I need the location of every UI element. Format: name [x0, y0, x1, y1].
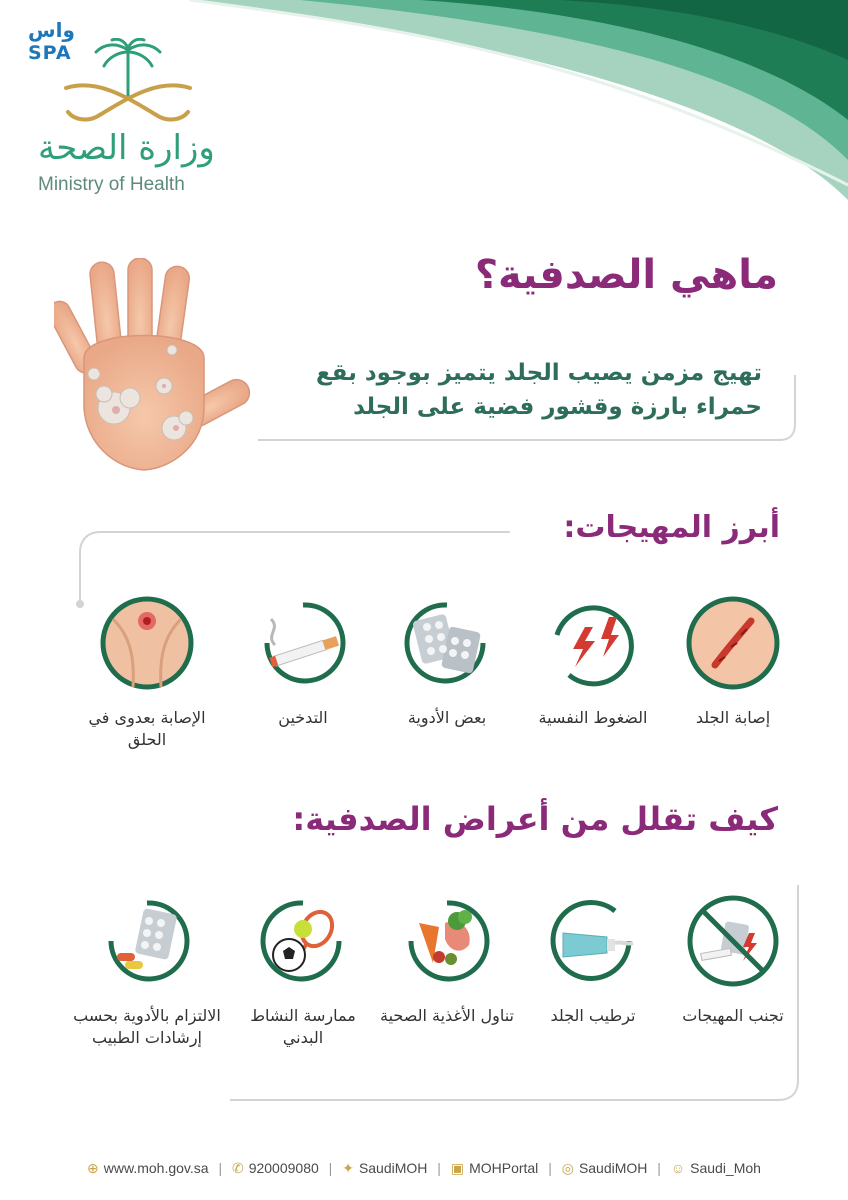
- reduce-label: تجنب المهيجات: [682, 1006, 784, 1025]
- footer-contacts: [0, 1160, 848, 1177]
- psoriasis-hand-illustration-icon: [54, 258, 264, 478]
- footer-separator: |: [657, 1160, 661, 1176]
- footer-separator: |: [437, 1160, 441, 1176]
- cigarette-icon: [255, 595, 351, 691]
- youtube-link[interactable]: ▣ MOHPortal: [450, 1160, 539, 1176]
- psoriasis-description: [242, 356, 762, 424]
- footer-separator: |: [218, 1160, 223, 1176]
- stress-lightning-icon: [545, 595, 641, 691]
- website-link[interactable]: ⊕ www.moh.gov.sa: [87, 1160, 209, 1176]
- trigger-item-medications: [372, 595, 522, 729]
- avoid-triggers-icon: [685, 893, 781, 989]
- trigger-label: الإصابة بعدوى في الحلق: [88, 708, 206, 749]
- reduce-label: ممارسة النشاط البدني: [250, 1006, 356, 1047]
- sports-balls-icon: [255, 893, 351, 989]
- pill-blister-icon: [399, 595, 495, 691]
- instagram-link[interactable]: ◎ SaudiMOH: [561, 1160, 648, 1176]
- healthy-food-icon: [399, 893, 495, 989]
- reduce-label: ترطيب الجلد: [550, 1006, 636, 1025]
- moisturizer-tube-icon: [545, 893, 641, 989]
- reduce-item-medication-adherence: [72, 893, 222, 1049]
- twitter-link[interactable]: ✦ SaudiMOH: [342, 1160, 428, 1176]
- reduce-label: الالتزام بالأدوية بحسب إرشادات الطبيب: [73, 1006, 221, 1047]
- section-title-what-is-psoriasis: ماهي الصدفية؟: [474, 252, 778, 298]
- description-line-2: حمراء بارزة وقشور فضية على الجلد: [353, 394, 762, 420]
- description-line-1: تهيج مزمن يصيب الجلد يتميز بوجود بقع: [315, 360, 762, 386]
- skin-injury-icon: [685, 595, 781, 691]
- section-title-triggers: أبرز المهيجات:: [563, 510, 780, 545]
- moh-palm-swords-emblem-icon: [58, 38, 198, 128]
- reduce-item-avoid-triggers: [658, 893, 808, 1027]
- trigger-label: التدخين: [278, 708, 328, 727]
- reduce-item-physical-activity: [228, 893, 378, 1049]
- phone-link[interactable]: ✆ 920009080: [231, 1160, 319, 1176]
- spa-logo-arabic: واس: [28, 18, 75, 42]
- moh-name-english: Ministry of Health: [38, 174, 185, 195]
- trigger-item-skin-injury: [658, 595, 808, 729]
- section-title-reduce-symptoms: كيف تقلل من أعراض الصدفية:: [292, 800, 778, 838]
- footer-separator: |: [328, 1160, 333, 1176]
- youtube-icon: ▣: [450, 1160, 465, 1176]
- trigger-label: الضغوط النفسية: [538, 708, 648, 727]
- globe-icon: ⊕: [87, 1160, 99, 1176]
- reduce-item-healthy-food: [372, 893, 522, 1027]
- snapchat-link[interactable]: ☺ Saudi_Moh: [670, 1160, 761, 1176]
- reduce-item-moisturize: [518, 893, 668, 1027]
- trigger-label: بعض الأدوية: [407, 708, 487, 727]
- moh-name-arabic: وزارة الصحة: [38, 128, 215, 168]
- spa-logo-text: SPA: [28, 42, 72, 64]
- instagram-icon: ◎: [561, 1160, 574, 1176]
- snapchat-icon: ☺: [670, 1160, 686, 1176]
- trigger-item-smoking: [228, 595, 378, 729]
- trigger-item-stress: [518, 595, 668, 729]
- phone-icon: ✆: [231, 1160, 244, 1176]
- throat-infection-icon: [99, 595, 195, 691]
- trigger-label: إصابة الجلد: [695, 708, 771, 727]
- trigger-item-throat-infection: [72, 595, 222, 751]
- reduce-label: تناول الأغذية الصحية: [380, 1006, 514, 1025]
- footer-separator: |: [548, 1160, 552, 1176]
- medication-icon: [99, 893, 195, 989]
- twitter-icon: ✦: [342, 1160, 354, 1176]
